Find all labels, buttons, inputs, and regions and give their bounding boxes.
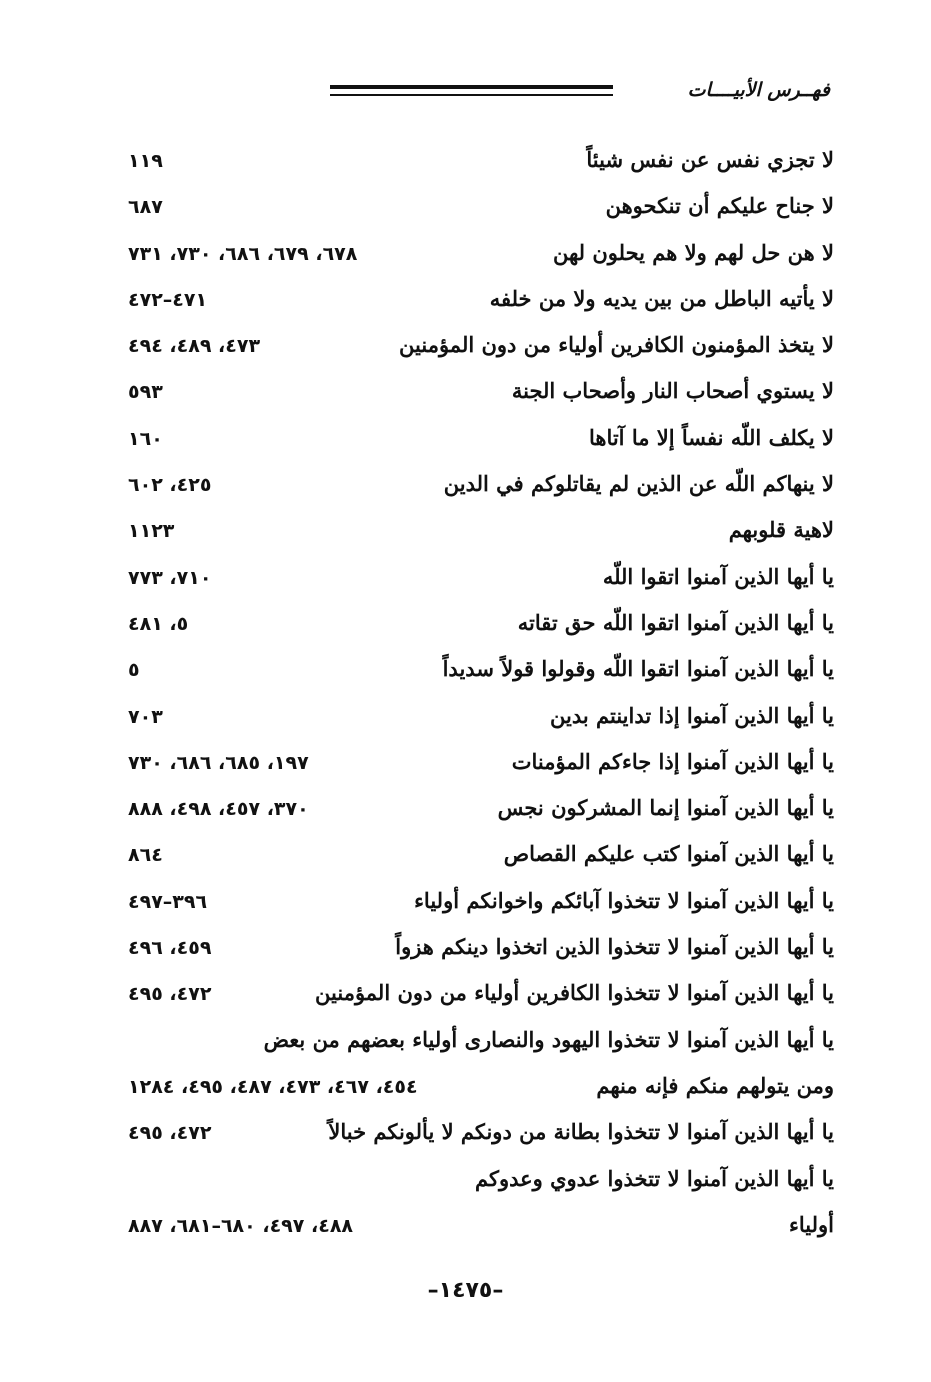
page-references: ١٦٠ xyxy=(128,427,163,450)
page-references: ٧١٠، ٧٧٣ xyxy=(128,566,212,589)
header-rule-thick xyxy=(330,85,613,89)
index-entry xyxy=(120,508,834,554)
page-references: ٤٧٣، ٤٨٩، ٤٩٤ xyxy=(128,335,261,358)
index-entry xyxy=(120,184,834,230)
index-entry xyxy=(120,277,834,323)
verse-text: يا أيها الذين آمنوا لا تتخذوا بطانة من دونكم لا يألونكم خبالاً xyxy=(328,1119,834,1145)
index-entry xyxy=(120,1203,834,1249)
verse-text: لا يكلف اللّه نفساً إلا ما آتاها xyxy=(588,424,834,450)
index-entry xyxy=(120,555,834,601)
header-rule xyxy=(330,85,613,99)
index-entry xyxy=(120,1110,834,1156)
verse-text: يا أيها الذين آمنوا لا تتخذوا آبائكم واخوانكم أولياء xyxy=(414,887,834,913)
page-references: ٤٥٤، ٤٦٧، ٤٧٣، ٤٨٧، ٤٩٥، ١٢٨٤ xyxy=(128,1075,418,1098)
verse-text: لا يتخذ المؤمنون الكافرين أولياء من دون المؤمنين xyxy=(399,332,834,358)
verse-text: يا أيها الذين آمنوا إذا تداينتم بدين xyxy=(550,702,834,728)
page-references: ١١٩ xyxy=(128,150,163,172)
page-references: ٤٥٩، ٤٩٦ xyxy=(128,937,212,960)
index-entry xyxy=(120,647,834,693)
verse-text: يا أيها الذين آمنوا إنما المشركون نجس xyxy=(497,795,834,821)
index-entry xyxy=(120,832,834,878)
verse-text: لا جناح عليكم أن تنكحوهن xyxy=(605,193,834,219)
index-entry xyxy=(120,925,834,971)
index-entry xyxy=(120,1064,834,1110)
page-references: ٥٩٣ xyxy=(128,381,163,404)
page-references: ٧٠٣ xyxy=(128,705,163,728)
verse-text: يا أيها الذين آمنوا لا تتخذوا الكافرين أولياء من دون المؤمنين xyxy=(315,980,834,1006)
page-references: ٥، ٤٨١ xyxy=(128,612,189,635)
index-entry xyxy=(120,694,834,740)
page-references: ٤٧٢، ٤٩٥ xyxy=(128,983,212,1006)
index-entry xyxy=(120,971,834,1017)
verse-text: ومن يتولهم منكم فإنه منهم xyxy=(596,1072,834,1098)
verse-text: يا أيها الذين آمنوا لا تتخذوا اليهود والنصارى أولياء بعضهم من بعض xyxy=(263,1026,834,1052)
index-entry xyxy=(120,323,834,369)
page-references: ٨٦٤ xyxy=(128,844,163,867)
page-references: ٤٨٨، ٤٩٧، ٦٨٠–٦٨١، ٨٨٧ xyxy=(128,1214,354,1237)
page-references: ٣٩٦–٤٩٧ xyxy=(128,890,208,913)
page-references: ٤٧١–٤٧٢ xyxy=(128,288,208,311)
index-entry xyxy=(120,1018,834,1064)
index-entry xyxy=(120,369,834,415)
verse-text: لاهية قلوبهم xyxy=(728,517,834,543)
index-entry xyxy=(120,786,834,832)
page-references: ١١٢٣ xyxy=(128,520,175,543)
verse-index-list xyxy=(120,138,834,1249)
index-entry xyxy=(120,138,834,184)
verse-text: لا يأتيه الباطل من بين يديه ولا من خلفه xyxy=(489,285,834,311)
page-references: ٣٧٠، ٤٥٧، ٤٩٨، ٨٨٨ xyxy=(128,798,309,821)
index-entry xyxy=(120,416,834,462)
verse-text: أولياء xyxy=(789,1211,834,1237)
page-number: –١٤٧٥– xyxy=(427,1278,504,1303)
index-entry xyxy=(120,601,834,647)
page-references: ٤٢٥، ٦٠٢ xyxy=(128,474,212,497)
verse-text: يا أيها الذين آمنوا اتقوا اللّه وقولوا قولاً سديداً xyxy=(442,656,834,682)
page-references: ٥ xyxy=(128,659,140,682)
verse-text: لا يستوي أصحاب النار وأصحاب الجنة xyxy=(511,378,834,404)
index-entry xyxy=(120,231,834,277)
index-entry xyxy=(120,879,834,925)
verse-text: يا أيها الذين آمنوا لا تتخذوا الذين اتخذوا دينكم هزواً xyxy=(395,934,834,960)
page-references: ١٩٧، ٦٨٥، ٦٨٦، ٧٣٠ xyxy=(128,751,309,774)
index-entry xyxy=(120,740,834,786)
page-references: ٦٨٧ xyxy=(128,196,163,219)
verse-text: يا أيها الذين آمنوا إذا جاءكم المؤمنات xyxy=(511,748,834,774)
verse-text: لا ينهاكم اللّه عن الذين لم يقاتلوكم في الدين xyxy=(443,471,834,497)
verse-text: يا أيها الذين آمنوا كتب عليكم القصاص xyxy=(503,841,834,867)
page-references: ٦٧٨، ٦٧٩، ٦٨٦، ٧٣٠، ٧٣١ xyxy=(128,242,358,265)
verse-text: يا أيها الذين آمنوا اتقوا اللّه xyxy=(602,563,834,589)
verse-text: يا أيها الذين آمنوا اتقوا اللّه حق تقاته xyxy=(517,609,834,635)
verse-text: لا تجزي نفس عن نفس شيئاً xyxy=(586,147,834,172)
page-header xyxy=(118,78,830,108)
index-entry xyxy=(120,1157,834,1203)
header-rule-thin xyxy=(330,94,613,96)
page-references: ٤٧٢، ٤٩٥ xyxy=(128,1122,212,1145)
verse-text: يا أيها الذين آمنوا لا تتخذوا عدوي وعدوكم xyxy=(474,1165,834,1191)
running-header-title: فهــرس الأبيــــات xyxy=(687,79,830,101)
index-entry xyxy=(120,462,834,508)
verse-text: لا هن حل لهم ولا هم يحلون لهن xyxy=(552,239,834,265)
